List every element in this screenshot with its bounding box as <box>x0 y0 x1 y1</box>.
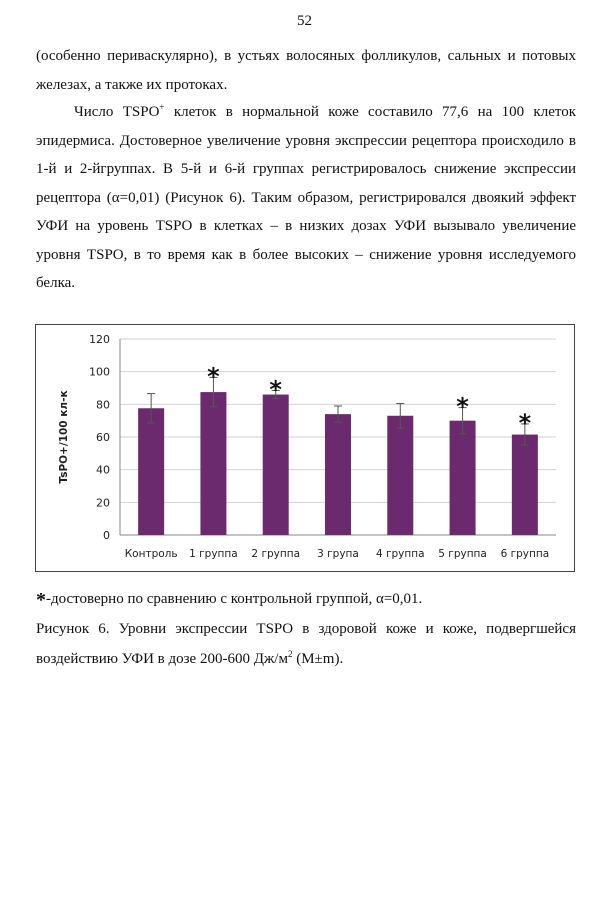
y-axis-label: TsPO+/100 кл-к <box>58 390 70 484</box>
y-tick-label: 80 <box>96 398 110 412</box>
x-category-label: 6 группа <box>500 548 550 560</box>
bar <box>450 421 476 535</box>
x-category-label: 1 группа <box>189 548 238 560</box>
footnote-asterisk: * <box>36 589 46 611</box>
x-category-label: 2 группа <box>251 548 301 560</box>
caption-superscript: 2 <box>287 649 293 659</box>
footnote-text: -достоверно по сравнению с контрольной группой, α=0,01. <box>46 591 423 607</box>
paragraph-2-rest: клеток в нормальной коже составило 77,6 на 100 клеток эпидермиса. Достоверное увеличение уровня экспрессии рецептора происходило в 1-й и 2-йгруппах. В 5-й и 6-й группах регистрировалось снижение экспрессии рецептора (α=0,01) (Рисунок 6). Таким образом, регистрировался двоякий эффект УФИ на уровень TSPO в клетках – в низких дозах УФИ вызывало увеличение уровня TSPO, в то время как в более высоких – снижение уровня исследуемого белка. <box>36 104 576 291</box>
caption-text-end: (M±m). <box>292 651 344 667</box>
superscript-plus: + <box>159 102 165 112</box>
bar <box>138 408 164 535</box>
bar-chart-frame <box>35 324 575 572</box>
bar <box>512 435 538 535</box>
paragraph-2-start: Число TSPO <box>74 104 160 120</box>
page-number: 52 <box>297 13 312 29</box>
bar-chart <box>36 325 574 571</box>
bar <box>387 416 413 535</box>
paragraph-1: (особенно периваскулярно), в устьях волосяных фолликулов, сальных и потовых железах, а также их протоках. <box>36 48 576 93</box>
x-category-label: 3 група <box>317 548 359 560</box>
significance-asterisk: * <box>269 375 282 404</box>
x-category-label: Контроль <box>124 548 178 560</box>
bar <box>200 392 226 535</box>
figure-footnote <box>36 585 422 614</box>
y-tick-label: 100 <box>89 365 110 379</box>
x-category-label: 5 группа <box>438 548 487 560</box>
figure-caption <box>36 614 576 674</box>
y-tick-label: 40 <box>96 463 110 477</box>
significance-asterisk: * <box>456 392 469 421</box>
bar <box>263 395 289 535</box>
significance-asterisk: * <box>518 408 532 437</box>
significance-asterisk: * <box>207 362 220 391</box>
bar <box>325 414 351 535</box>
y-tick-label: 20 <box>96 496 110 510</box>
y-tick-label: 120 <box>89 333 110 346</box>
y-tick-label: 60 <box>96 431 110 444</box>
x-category-label: 4 группа <box>375 548 425 560</box>
y-tick-label: 0 <box>103 529 110 542</box>
caption-text: Рисунок 6. Уровни экспрессии TSPO в здоровой коже и коже, подвергшейся воздействию УФИ в дозе 200-600 Дж/м <box>36 621 576 667</box>
paragraph-2 <box>36 98 576 298</box>
